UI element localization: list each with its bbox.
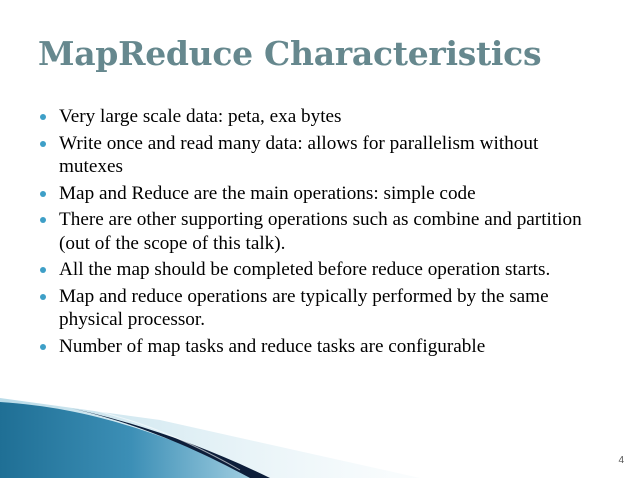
bullet-dot-icon [40, 217, 46, 223]
bullet-dot-icon [40, 114, 46, 120]
bullet-text: Write once and read many data: allows for parallelism without mutexes [59, 132, 539, 177]
bullet-item [40, 182, 595, 206]
bullet-text: There are other supporting operations such as combine and partition (out of the scope of this talk). [59, 209, 582, 254]
bullet-text: Very large scale data: peta, exa bytes [59, 106, 342, 127]
page-number: 4 [618, 455, 624, 466]
bullet-text: Number of map tasks and reduce tasks are configurable [59, 335, 486, 357]
bullet-text: Map and Reduce are the main operations: simple code [59, 182, 476, 204]
bullet-item [40, 105, 595, 129]
bullet-item [40, 258, 595, 282]
bullet-item [40, 335, 595, 359]
bullet-dot-icon [40, 267, 46, 273]
bullet-item [40, 132, 595, 179]
bullet-list [40, 105, 595, 361]
bullet-dot-icon [40, 191, 46, 197]
bullet-item [40, 285, 595, 332]
bullet-dot-icon [40, 344, 46, 350]
bullet-item [40, 208, 595, 255]
bullet-dot-icon [40, 141, 46, 147]
bullet-dot-icon [40, 294, 46, 300]
bullet-text: All the map should be completed before reduce operation starts. [59, 259, 551, 280]
slide-title: MapReduce Characteristics [38, 34, 542, 73]
bullet-text: Map and reduce operations are typically performed by the same physical processor. [59, 285, 549, 330]
